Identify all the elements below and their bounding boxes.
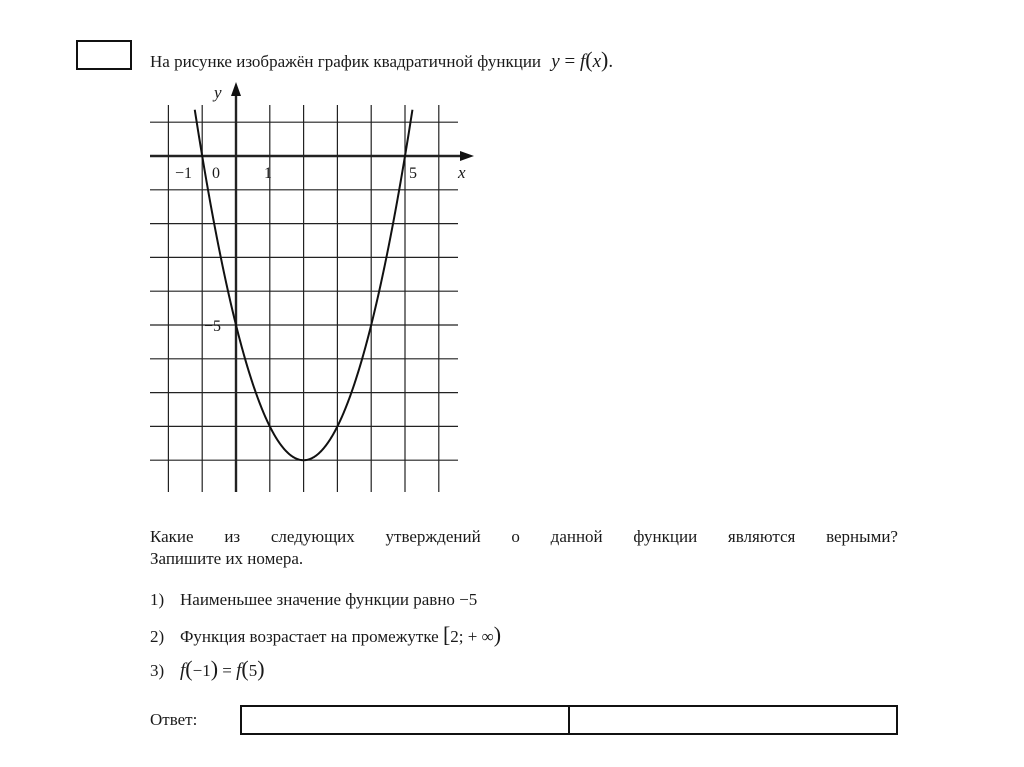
tick-label-minus5: −5 — [204, 318, 222, 335]
intro-text: На рисунке изображён график квадратичной функции — [150, 52, 542, 71]
question-word: о — [511, 527, 520, 546]
question-word: из — [224, 527, 241, 546]
x-axis-arrow — [460, 151, 474, 161]
statement-3: 3) f(−1) = f(5) — [150, 656, 265, 681]
question-text — [150, 526, 898, 570]
tick-label-one: 1 — [264, 165, 272, 182]
answer-label: Ответ: — [150, 710, 198, 729]
question-word: следующих — [270, 527, 355, 546]
question-line-2: Запишите их номера. — [150, 549, 304, 568]
question-word: верными? — [826, 527, 898, 546]
answer-cell-1[interactable] — [242, 707, 568, 733]
statement-2: 2) Функция возрастает на промежутке [2; + ∞) — [150, 622, 502, 647]
y-axis-label: y — [214, 83, 222, 102]
question-word: данной — [550, 527, 603, 546]
tick-label-five: 5 — [409, 165, 417, 182]
function-formula: y = f(x). — [551, 47, 614, 72]
statement-1: 1) Наименьшее значение функции равно −5 — [150, 590, 478, 609]
question-word: функции — [633, 527, 698, 546]
question-line-1 — [150, 526, 898, 548]
graph-grid — [150, 105, 458, 492]
x-axis-label: x — [458, 163, 466, 182]
question-word: являются — [727, 527, 796, 546]
tick-label-zero: 0 — [212, 165, 220, 182]
tick-label-minus1: −1 — [175, 165, 193, 182]
question-word: утверждений — [385, 527, 481, 546]
y-axis-arrow — [231, 82, 241, 96]
answer-cell-2[interactable] — [568, 707, 896, 733]
answer-box — [240, 705, 898, 735]
graph-axes — [150, 82, 474, 492]
question-word: Какие — [150, 527, 194, 546]
